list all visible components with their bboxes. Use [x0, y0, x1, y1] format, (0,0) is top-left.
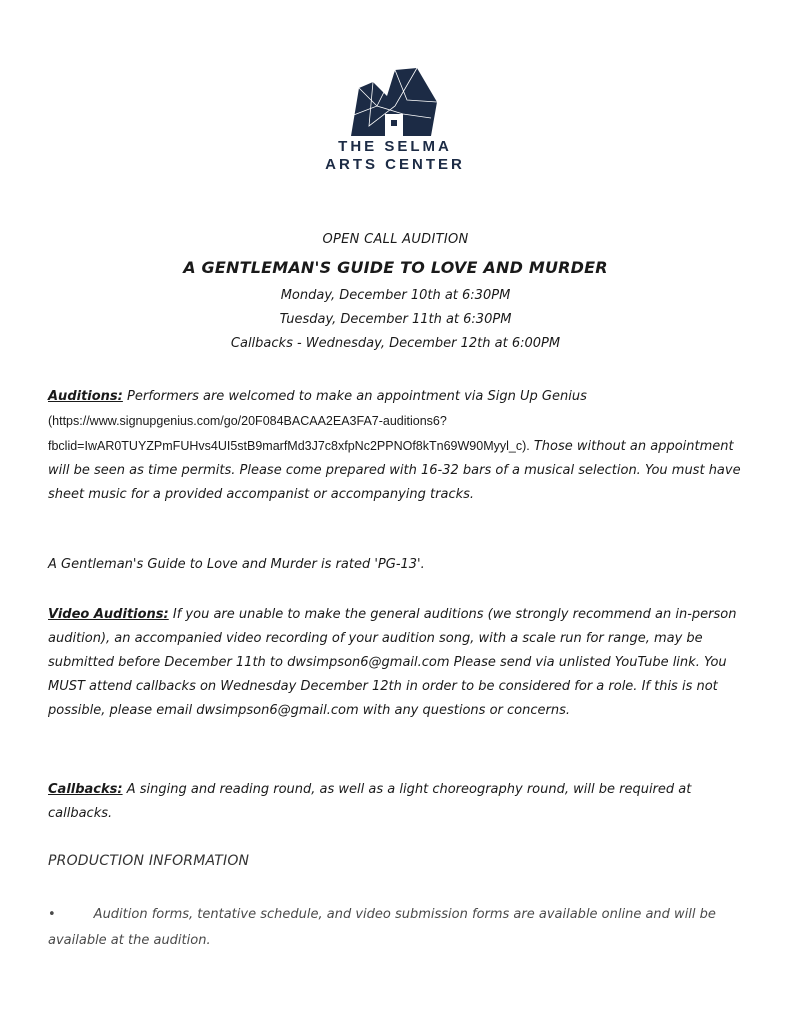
date-callbacks: Callbacks - Wednesday, December 12th at 6:00PM	[230, 336, 561, 351]
bullet-mark: •	[48, 907, 56, 922]
selma-arts-center-logo-icon	[347, 66, 443, 138]
date-monday: Monday, December 10th at 6:30PM	[280, 288, 511, 303]
logo-text-line1: THE SELMA	[338, 138, 452, 155]
audition-label: OPEN CALL AUDITION	[322, 232, 469, 247]
rating-text: A Gentleman's Guide to Love and Murder is rated 'PG-13'.	[48, 557, 425, 572]
callbacks-paragraph	[48, 778, 743, 826]
show-title: A GENTLEMAN'S GUIDE TO LOVE AND MURDER	[183, 258, 608, 277]
video-label: Video Auditions:	[48, 607, 169, 622]
signup-link[interactable]: (https://www.signupgenius.com/go/20F084BACAA2EA3FA7-auditions6?fbclid=IwAR0TUYZPmFUHvs4UI5stB9marfMd3J7c8xfpNc2PPNOf8kTn69W90Myyl_c).	[48, 414, 530, 453]
auditions-text1: Performers are welcomed to make an appointment via Sign Up Genius	[122, 389, 587, 404]
callbacks-text: A singing and reading round, as well as a light choreography round, will be required at callbacks.	[48, 782, 692, 821]
logo	[320, 66, 470, 178]
video-text: If you are unable to make the general auditions (we strongly recommend an in-person audition), an accompanied video recording of your audition song, with a scale run for range, may be submitted before December 11th to dwsimpson6@gmail.com Please send via unlisted YouTube link. You MUST attend callbacks on Wednesday December 12th in order to be considered for a role. If this is not possible, please email dwsimpson6@gmail.com with any questions or concerns.	[48, 607, 737, 718]
production-bullet	[48, 902, 743, 954]
callbacks-label: Callbacks:	[48, 782, 123, 797]
auditions-text2: Those without an appointment will be seen as time permits. Please come prepared with 16-32 bars of a musical selection. You must have sheet music for a provided accompanist or accompanying tracks.	[48, 439, 741, 502]
auditions-paragraph	[48, 385, 743, 507]
production-heading: PRODUCTION INFORMATION	[48, 853, 250, 869]
date-tuesday: Tuesday, December 11th at 6:30PM	[279, 312, 512, 327]
production-bullet-text: Audition forms, tentative schedule, and video submission forms are available online and will be available at the audition.	[48, 907, 716, 948]
logo-text-line2: ARTS CENTER	[325, 156, 465, 173]
auditions-label: Auditions:	[48, 389, 123, 404]
video-paragraph	[48, 603, 743, 723]
